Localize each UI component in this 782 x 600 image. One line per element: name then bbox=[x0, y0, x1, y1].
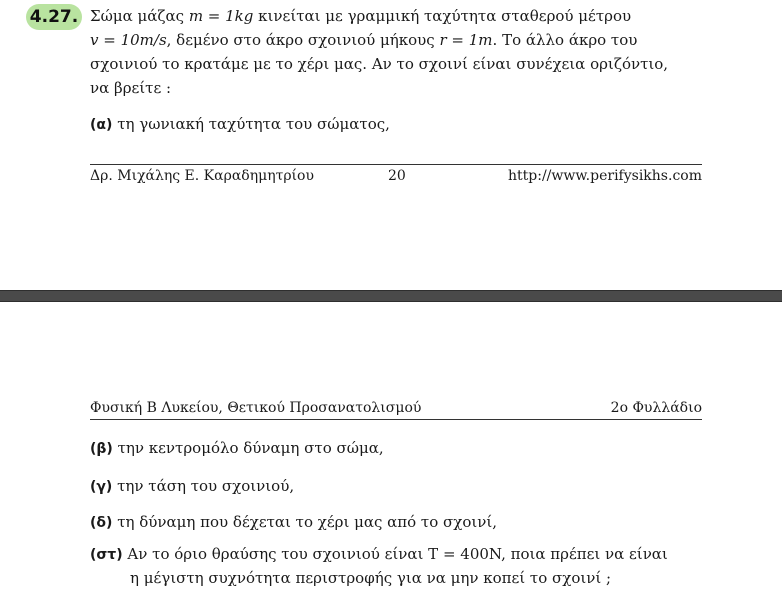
question-text: την τάση του σχοινιού, bbox=[117, 477, 295, 495]
footer-page-number: 20 bbox=[388, 168, 406, 184]
problem-line-4: να βρείτε : bbox=[90, 79, 172, 97]
problem-text: Σώμα μάζας bbox=[90, 7, 185, 25]
page-bottom bbox=[0, 302, 782, 600]
problem-text: κινείται με γραμμική ταχύτητα σταθερού μέτρου bbox=[258, 7, 632, 25]
radius-value: r = 1m bbox=[439, 31, 493, 49]
header-booklet: 2ο Φυλλάδιο bbox=[610, 400, 702, 416]
footer-author: Δρ. Μιχάλης Ε. Καραδημητρίου bbox=[90, 168, 314, 184]
page-top bbox=[0, 0, 782, 290]
mass-value: m = 1kg bbox=[188, 7, 254, 25]
problem-line-3: σχοινιού το κρατάμε με το χέρι μας. Αν το σχοινί είναι συνέχεια οριζόντιο, bbox=[90, 55, 669, 73]
question-text: τη γωνιακή ταχύτητα του σώματος, bbox=[117, 115, 390, 133]
question-label: (γ) bbox=[90, 479, 113, 495]
problem-number-badge: 4.27. bbox=[26, 4, 82, 30]
velocity-value: v = 10m/s bbox=[90, 31, 167, 49]
problem-statement bbox=[90, 4, 702, 100]
question-item-a bbox=[90, 112, 390, 137]
header-course: Φυσική Β Λυκείου, Θετικού Προσανατολισμού bbox=[90, 400, 422, 416]
question-item-st-continued bbox=[130, 566, 611, 590]
question-label: (β) bbox=[90, 441, 113, 457]
question-item-b bbox=[90, 436, 384, 461]
problem-text: , δεμένο στο άκρο σχοινιού μήκους bbox=[166, 31, 435, 49]
page-footer bbox=[90, 168, 702, 184]
footer-rule bbox=[90, 164, 702, 165]
footer-url: http://www.perifysikhs.com bbox=[508, 168, 702, 184]
question-label: (δ) bbox=[90, 515, 113, 531]
problem-line-2 bbox=[90, 28, 702, 52]
question-item-d bbox=[90, 510, 497, 535]
question-text: η μέγιστη συχνότητα περιστροφής για να μην κοπεί το σχοινί ; bbox=[130, 569, 612, 587]
question-item-st bbox=[90, 542, 668, 567]
question-label: (α) bbox=[90, 117, 113, 133]
question-text: την κεντρομόλο δύναμη στο σώμα, bbox=[117, 439, 384, 457]
page-header bbox=[90, 400, 702, 416]
question-label: (στ) bbox=[90, 547, 123, 563]
question-item-c bbox=[90, 474, 294, 499]
problem-text: . Το άλλο άκρο του bbox=[492, 31, 638, 49]
header-rule bbox=[90, 419, 702, 420]
problem-line-1 bbox=[90, 4, 702, 28]
page-divider bbox=[0, 290, 782, 302]
question-text: τη δύναμη που δέχεται το χέρι μας από το σχοινί, bbox=[117, 513, 498, 531]
question-text: Αν το όριο θραύσης του σχοινιού είναι T = 400N, ποια πρέπει να είναι bbox=[127, 545, 668, 563]
